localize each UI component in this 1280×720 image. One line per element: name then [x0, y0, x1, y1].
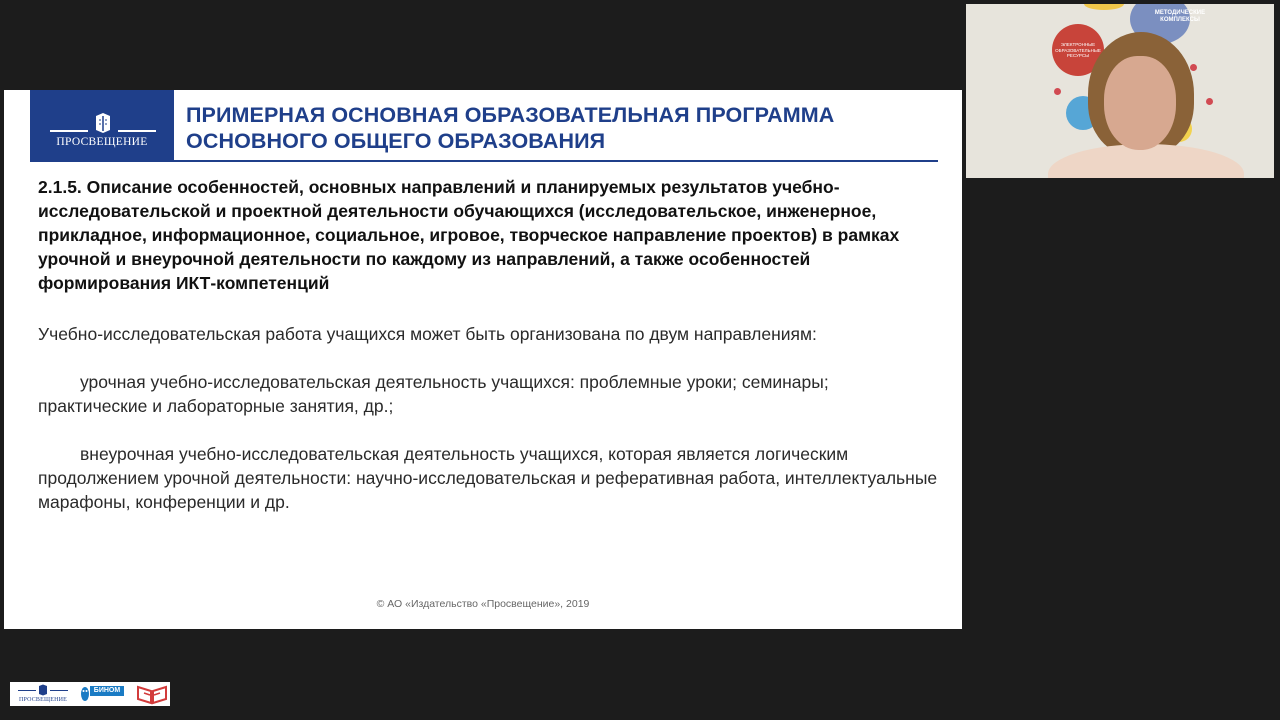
logo-divider-left: [50, 130, 88, 132]
binom-logo: [80, 684, 124, 704]
intro-paragraph: Учебно-исследовательская работа учащихся может быть организована по двум направлениям:: [38, 324, 817, 344]
list-item: внеурочная учебно-исследовательская деятельность учащихся, которая является логическим продолжением урочной деятельности: научно-исследовательская и реферативная работа, интеллектуальные марафоны, конференции и др.: [38, 444, 938, 512]
logo-text: БИНОМ: [90, 686, 124, 696]
webcam-video: [966, 4, 1274, 178]
title-divider: [30, 160, 938, 162]
slide-title: ПРИМЕРНАЯ ОСНОВНАЯ ОБРАЗОВАТЕЛЬНАЯ ПРОГРАММА ОСНОВНОГО ОБЩЕГО ОБРАЗОВАНИЯ: [186, 103, 835, 153]
logo-text: ПРОСВЕЩЕНИЕ: [18, 697, 68, 703]
publisher-logo: [30, 90, 174, 160]
wall-decoration: [1084, 4, 1124, 10]
logo-divider-right: [118, 130, 156, 132]
book-emblem-icon: [94, 112, 112, 134]
book-hand-icon: [136, 683, 168, 705]
logo-text: ПРОСВЕЩЕНИЕ: [56, 136, 148, 148]
speaker-face: [1104, 56, 1176, 150]
list-item: урочная учебно-исследовательская деятельность учащихся: проблемные уроки; семинары; практические и лабораторные занятия, др.;: [38, 372, 829, 416]
section-heading: 2.1.5. Описание особенностей, основных направлений и планируемых результатов учебно-исследовательской и проектной деятельности обучающихся (исследовательское, инженерное, прикладное, информационное, социальное, игровое, творческое направление проектов) в рамках урочной и внеурочной деятельности по каждому из направлений, а также особенностей формирования ИКТ-компетенций: [38, 177, 900, 293]
book-emblem-icon: [12, 684, 74, 697]
presentation-slide: [4, 90, 962, 629]
wall-dot: [1054, 88, 1061, 95]
school-logo: [136, 683, 168, 705]
owl-icon: [80, 685, 90, 703]
copyright-notice: © АО «Издательство «Просвещение», 2019: [376, 598, 590, 610]
wall-label: МЕТОДИЧЕСКИЕ КОМПЛЕКСЫ: [1154, 10, 1206, 23]
prosveshchenie-logo: [12, 684, 74, 704]
wall-label: ЭЛЕКТРОННЫЕ ОБРАЗОВАТЕЛЬНЫЕ РЕСУРСЫ: [1055, 42, 1101, 58]
wall-dot: [1206, 98, 1213, 105]
wall-dot: [1190, 64, 1197, 71]
partner-logos: [10, 682, 170, 706]
